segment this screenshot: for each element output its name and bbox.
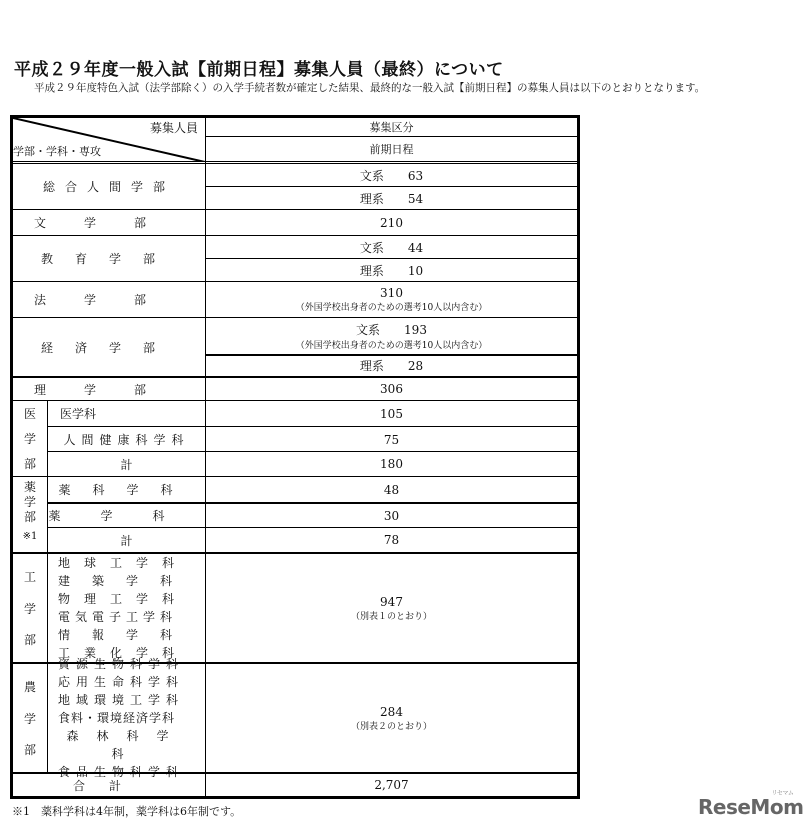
value-ho-note: （外国学校出身者のための選考10人以内含む） bbox=[295, 303, 488, 313]
value-yaku-yaku: 30 bbox=[383, 508, 400, 523]
enrollment-table bbox=[10, 115, 580, 799]
value-igaku-kenko: 75 bbox=[383, 432, 400, 447]
value-kyoiku-rikei: 理系 10 bbox=[359, 263, 424, 278]
resemom-logo: ReseMom リセマム bbox=[698, 790, 804, 819]
dept-no-item: 食料・環境経済学科 bbox=[58, 711, 176, 725]
dept-yaku-subtotal: 計 bbox=[120, 533, 133, 548]
value-ho-count: 310 bbox=[380, 286, 403, 300]
faculty-yaku: 薬 学 部 ※1 bbox=[22, 480, 38, 542]
dept-list-ko bbox=[48, 554, 205, 662]
value-kyoiku-bunkei: 文系 44 bbox=[359, 240, 424, 255]
dept-no-item: 資源生物科学科 bbox=[58, 657, 185, 671]
value-keizai-rikei: 理系 28 bbox=[359, 359, 424, 373]
dept-ko-item: 地球工学科 bbox=[58, 556, 189, 570]
dept-no-item: 地域環境工学科 bbox=[58, 693, 185, 707]
dept-igaku-subtotal: 計 bbox=[120, 457, 133, 472]
dept-igaku-igaku: 医学科 bbox=[60, 407, 97, 421]
faculty-igaku: 医 学 部 bbox=[23, 407, 36, 471]
header-recruitment-category: 募集区分 bbox=[369, 121, 414, 134]
faculty-no: 農 学 部 bbox=[23, 680, 36, 757]
dept-no-item: 食品生物科学科 bbox=[58, 765, 185, 779]
dept-ko-item: 情報学科 bbox=[58, 628, 195, 642]
header-recruitment-count: 募集人員 bbox=[149, 120, 198, 135]
faculty-ko: 工 学 部 bbox=[23, 570, 36, 647]
faculty-sogo: 総合人間学部 bbox=[42, 180, 175, 194]
value-no: 284 （別表２のとおり） bbox=[350, 704, 432, 732]
dept-yaku-yaku: 薬学科 bbox=[48, 509, 205, 523]
value-igaku-subtotal: 180 bbox=[380, 457, 403, 471]
value-igaku-igaku: 105 bbox=[380, 406, 403, 421]
dept-ko-item: 物理工学科 bbox=[58, 592, 189, 606]
value-bun: 210 bbox=[380, 215, 403, 230]
dept-list-no bbox=[48, 657, 205, 779]
faculty-bun: 文学部 bbox=[33, 216, 184, 230]
faculty-keizai: 経済学部 bbox=[40, 340, 177, 355]
total-value: 2,707 bbox=[374, 778, 409, 792]
dept-ko-item: 工業化学科 bbox=[58, 646, 189, 660]
dept-ko-item: 建築学科 bbox=[58, 574, 195, 588]
dept-ko-item: 電気電子工学科 bbox=[58, 610, 178, 624]
faculty-kyoiku: 教育学部 bbox=[40, 252, 177, 266]
page-title: 平成２９年度一般入試【前期日程】募集人員（最終）について bbox=[14, 60, 504, 80]
value-sogo-bunkei: 文系 63 bbox=[359, 168, 424, 183]
header-first-term: 前期日程 bbox=[369, 143, 414, 156]
total-label: 合計 bbox=[72, 778, 145, 793]
value-sogo-rikei: 理系 54 bbox=[359, 191, 424, 206]
faculty-ho: 法学部 bbox=[33, 293, 184, 307]
value-ri: 306 bbox=[380, 382, 403, 396]
footnote: ※1 薬科学科は4年制，薬学科は6年制です。 bbox=[12, 805, 242, 818]
lead-paragraph: 平成２９年度特色入試（法学部除く）の入学手続者数が確定した結果、最終的な一般入試【前期日程】の募集人員は以下のとおりとなります。 bbox=[34, 82, 706, 94]
value-yaku-yakka: 48 bbox=[383, 482, 400, 497]
dept-no-item: 森林科学科 bbox=[66, 729, 187, 761]
dept-no-item: 応用生命科学科 bbox=[58, 675, 185, 689]
dept-igaku-kenko: 人間健康科学科 bbox=[63, 433, 190, 447]
value-yaku-subtotal: 78 bbox=[383, 533, 400, 547]
dept-yaku-yakka: 薬科学科 bbox=[58, 483, 195, 497]
header-faculty-dept: 学部・学科・専攻 bbox=[13, 145, 101, 158]
value-keizai-bunkei: 文系 193 （外国学校出身者のための選考10人以内含む） bbox=[295, 322, 488, 351]
value-ho bbox=[206, 282, 577, 317]
value-ko: 947 （別表１のとおり） bbox=[350, 594, 432, 622]
faculty-ri: 理学部 bbox=[33, 382, 184, 397]
